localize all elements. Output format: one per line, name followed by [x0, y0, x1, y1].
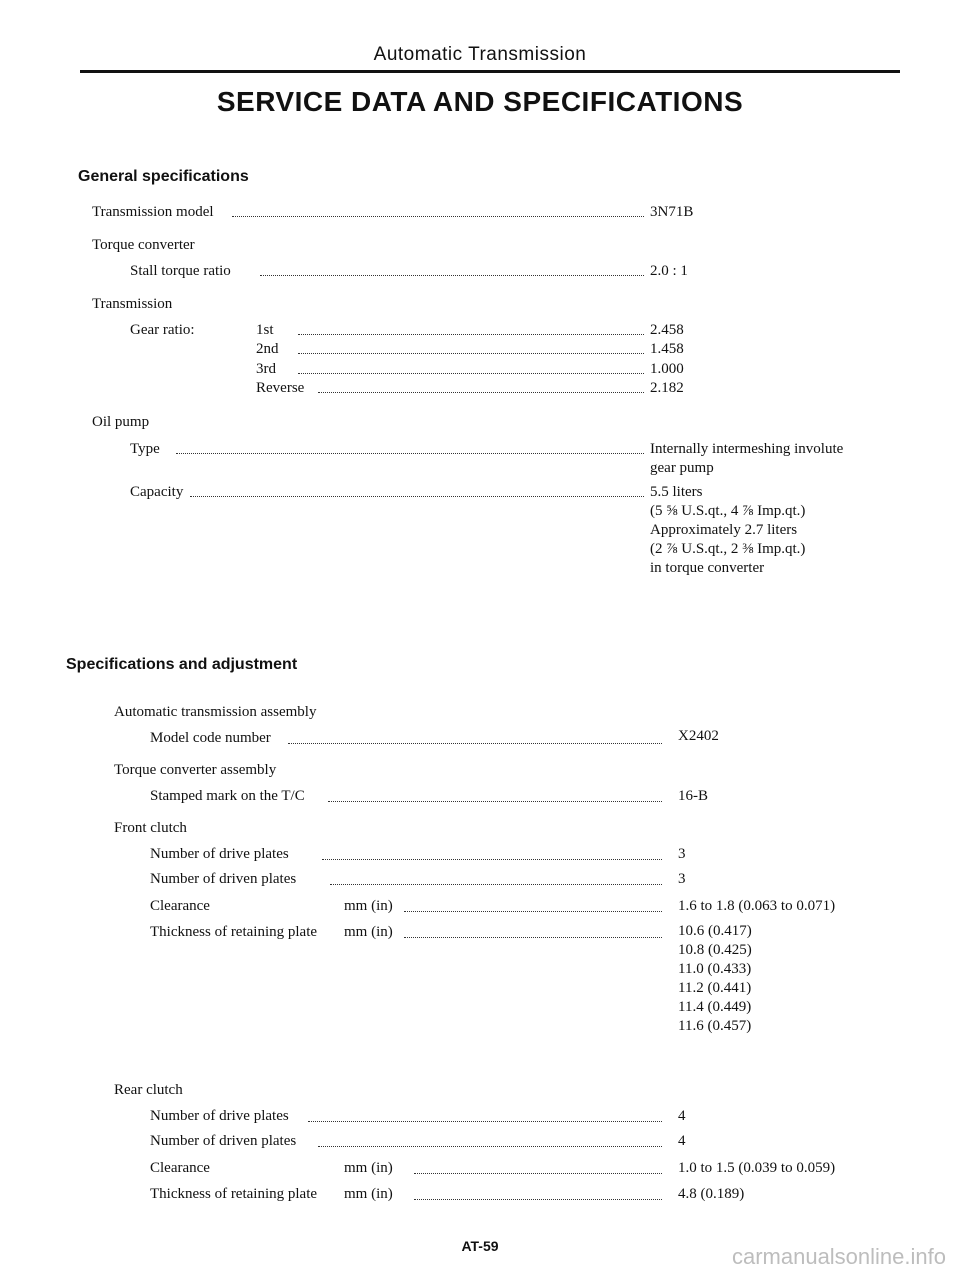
watermark: carmanualsonline.info — [731, 1244, 946, 1269]
stamped-mark-value: 16-B — [678, 788, 708, 804]
capacity-line: (2 ⅞ U.S.qt., 2 ⅜ Imp.qt.) — [650, 541, 806, 557]
tc-assembly-label: Torque converter assembly — [114, 762, 277, 778]
front-retaining-label: Thickness of retaining plate — [150, 924, 318, 940]
dot-leader — [308, 1121, 662, 1122]
rear-driven-plates-label: Number of driven plates — [150, 1133, 297, 1149]
front-driven-plates-label: Number of driven plates — [150, 871, 297, 887]
section-heading-general: General specifications — [78, 168, 249, 185]
retaining-value: 10.8 (0.425) — [678, 942, 752, 958]
rear-clearance-label: Clearance — [150, 1160, 210, 1176]
model-code-label: Model code number — [150, 730, 271, 746]
oil-pump-capacity-value — [650, 483, 805, 578]
gear-reverse-value: 2.182 — [650, 380, 684, 396]
rear-clutch-label: Rear clutch — [114, 1082, 183, 1098]
at-assembly-label: Automatic transmission assembly — [114, 704, 317, 720]
model-code-value: X2402 — [678, 728, 719, 744]
gear-ratio-label: Gear ratio: — [130, 322, 195, 338]
gear-3rd-value: 1.000 — [650, 361, 684, 377]
front-drive-plates-label: Number of drive plates — [150, 846, 289, 862]
front-retaining-values — [678, 922, 752, 1036]
gear-1st-value: 2.458 — [650, 322, 684, 338]
gear-reverse-label: Reverse — [256, 380, 305, 396]
front-driven-plates-value: 3 — [678, 871, 686, 887]
front-clearance-unit: mm (in) — [344, 898, 393, 914]
capacity-line: Approximately 2.7 liters — [650, 522, 798, 538]
capacity-line: in torque converter — [650, 560, 765, 576]
retaining-value: 11.0 (0.433) — [678, 961, 752, 977]
oil-pump-type-value — [650, 440, 843, 478]
oil-pump-capacity-label: Capacity — [130, 484, 184, 500]
gear-2nd-value: 1.458 — [650, 341, 684, 357]
front-clutch-label: Front clutch — [114, 820, 187, 836]
stamped-mark-label: Stamped mark on the T/C — [150, 788, 305, 804]
capacity-line: (5 ⅝ U.S.qt., 4 ⅞ Imp.qt.) — [650, 503, 806, 519]
retaining-value: 11.2 (0.441) — [678, 980, 752, 996]
page-number: AT-59 — [461, 1238, 499, 1254]
front-clearance-label: Clearance — [150, 898, 210, 914]
front-drive-plates-value: 3 — [678, 846, 686, 862]
dot-leader — [298, 373, 644, 374]
oil-pump-label: Oil pump — [92, 414, 150, 430]
transmission-label: Transmission — [92, 296, 173, 312]
retaining-value: 10.6 (0.417) — [678, 923, 752, 939]
rear-driven-plates-value: 4 — [678, 1133, 686, 1149]
dot-leader — [288, 743, 662, 744]
section-heading-adjustment: Specifications and adjustment — [66, 656, 298, 673]
dot-leader — [260, 275, 644, 276]
gear-2nd-label: 2nd — [256, 341, 279, 357]
capacity-line: 5.5 liters — [650, 484, 703, 500]
rear-clearance-value: 1.0 to 1.5 (0.039 to 0.059) — [678, 1160, 836, 1176]
dot-leader — [298, 353, 644, 354]
rear-retaining-value: 4.8 (0.189) — [678, 1186, 745, 1202]
transmission-model-label: Transmission model — [92, 204, 214, 220]
dot-leader — [330, 884, 662, 885]
dot-leader — [414, 1199, 662, 1200]
rear-clearance-unit: mm (in) — [344, 1160, 393, 1176]
dot-leader — [190, 496, 644, 497]
dot-leader — [232, 216, 644, 217]
torque-converter-label: Torque converter — [92, 237, 195, 253]
transmission-model-value: 3N71B — [650, 204, 694, 220]
rear-drive-plates-value: 4 — [678, 1108, 686, 1124]
gear-1st-label: 1st — [256, 322, 274, 338]
dot-leader — [414, 1173, 662, 1174]
stall-torque-ratio-value: 2.0 : 1 — [650, 263, 688, 279]
dot-leader — [298, 334, 644, 335]
oil-pump-type-line: Internally intermeshing involute — [650, 441, 844, 457]
oil-pump-type-label: Type — [130, 441, 160, 457]
rear-retaining-label: Thickness of retaining plate — [150, 1186, 318, 1202]
gear-3rd-label: 3rd — [256, 361, 276, 377]
oil-pump-type-line: gear pump — [650, 460, 714, 476]
stall-torque-ratio-label: Stall torque ratio — [130, 263, 231, 279]
rear-drive-plates-label: Number of drive plates — [150, 1108, 289, 1124]
dot-leader — [318, 1146, 662, 1147]
page-title: SERVICE DATA AND SPECIFICATIONS — [216, 86, 744, 117]
retaining-value: 11.6 (0.457) — [678, 1018, 752, 1034]
retaining-value: 11.4 (0.449) — [678, 999, 752, 1015]
dot-leader — [176, 453, 644, 454]
header-rule — [80, 70, 900, 73]
running-header: Automatic Transmission — [373, 44, 587, 65]
dot-leader — [322, 859, 662, 860]
dot-leader — [404, 937, 662, 938]
front-retaining-unit: mm (in) — [344, 924, 393, 940]
dot-leader — [404, 911, 662, 912]
dot-leader — [328, 801, 662, 802]
front-clearance-value: 1.6 to 1.8 (0.063 to 0.071) — [678, 898, 836, 914]
dot-leader — [318, 392, 644, 393]
rear-retaining-unit: mm (in) — [344, 1186, 393, 1202]
